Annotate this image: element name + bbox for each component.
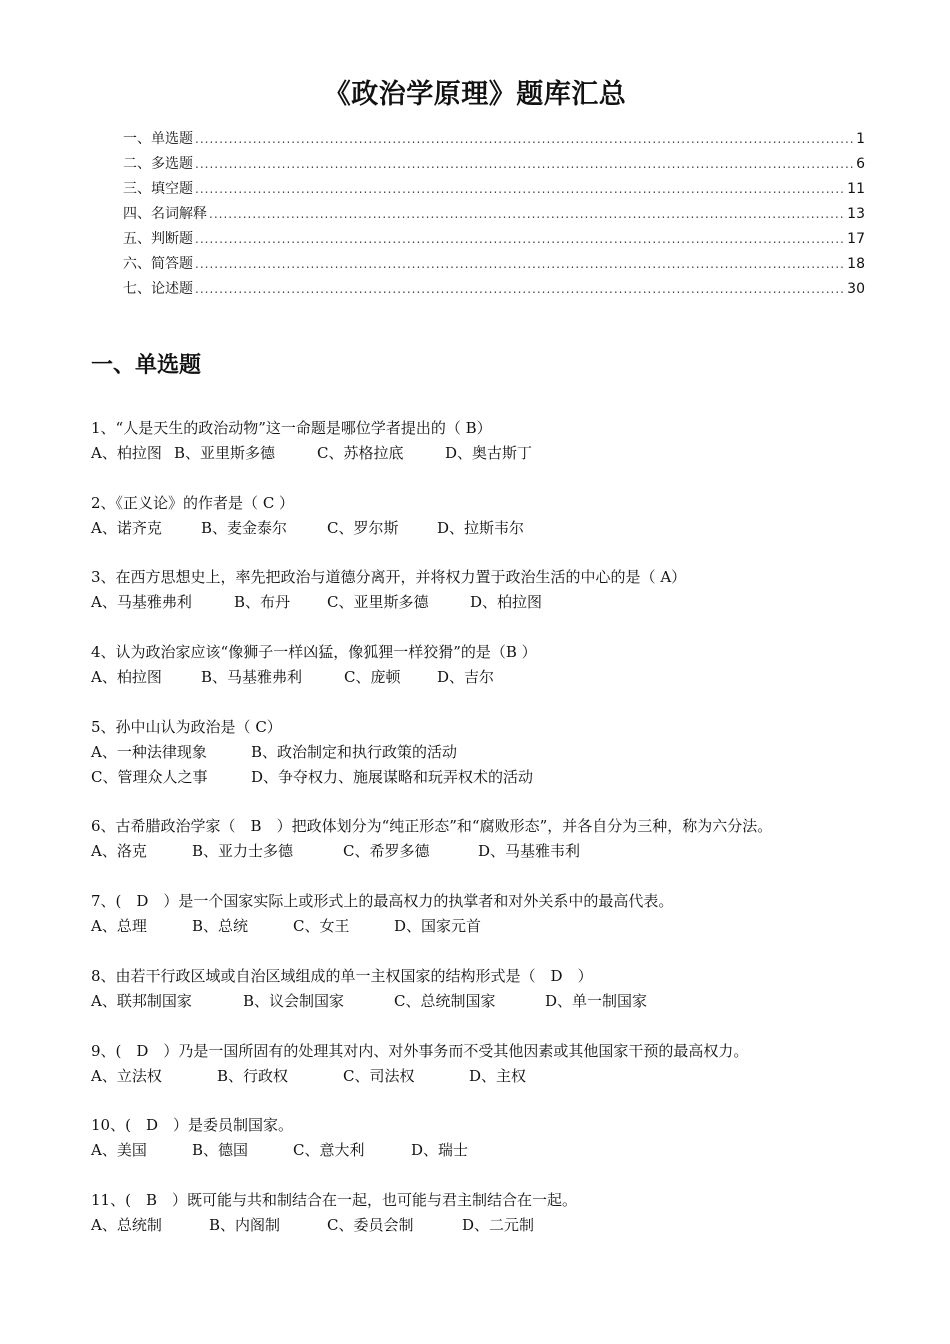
toc-entry-label: 六、简答题 (123, 256, 193, 272)
question-options (91, 989, 881, 1014)
option-c: C、委员会制 (327, 1215, 414, 1234)
option-d: D、拉斯韦尔 (437, 518, 525, 537)
question-options (91, 590, 881, 615)
option-b: B、布丹 (234, 593, 291, 612)
question-options (91, 914, 881, 939)
option-a: A、联邦制国家 (91, 991, 192, 1010)
question-text: 11、( B ）既可能与共和制结合在一起，也可能与君主制结合在一起。 (91, 1190, 577, 1209)
question-text: 7、( D ）是一个国家实际上或形式上的最高权力的执掌者和对外关系中的最高代表。 (91, 892, 674, 911)
option-b: B、德国 (192, 1141, 249, 1160)
option-d: D、单一制国家 (545, 991, 648, 1010)
toc-entry-page: 1 (856, 131, 865, 147)
option-c: C、希罗多德 (343, 842, 430, 861)
option-b: B、议会制国家 (243, 991, 345, 1010)
toc-entry-label: 四、名词解释 (123, 206, 207, 222)
question-options (91, 665, 881, 690)
toc-entry-page: 6 (856, 156, 865, 172)
option-c: C、亚里斯多德 (327, 593, 429, 612)
option-d: D、瑞士 (411, 1141, 469, 1160)
toc-entry[interactable] (123, 253, 865, 278)
toc-leader-dots (209, 207, 845, 221)
toc-entry-page: 17 (847, 231, 865, 247)
option-b: B、政治制定和执行政策的活动 (251, 742, 458, 761)
question-options (91, 1213, 881, 1238)
question-options (91, 441, 881, 466)
question-text: 3、在西方思想史上，率先把政治与道德分离开，并将权力置于政治生活的中心的是（ A） (91, 568, 687, 587)
option-b: B、亚力士多德 (192, 842, 294, 861)
question-item (91, 491, 881, 566)
toc-entry-label: 一、单选题 (123, 131, 193, 147)
question-text: 2、《正义论》的作者是（ C ） (91, 493, 295, 512)
toc-leader-dots (195, 257, 845, 271)
section-heading: 一、单选题 (91, 353, 202, 378)
question-options (91, 1138, 881, 1163)
question-text: 4、认为政治家应该“像狮子一样凶猛，像狐狸一样狡猾”的是（B ） (91, 643, 537, 662)
option-c: C、苏格拉底 (317, 444, 404, 462)
question-options (91, 1064, 881, 1089)
option-b: B、亚里斯多德 (174, 444, 276, 462)
document-title: 《政治学原理》题库汇总 (323, 79, 627, 110)
toc-entry-page: 11 (847, 181, 865, 197)
option-d: D、柏拉图 (470, 593, 543, 612)
option-d: D、二元制 (462, 1215, 535, 1234)
table-of-contents (123, 128, 865, 303)
toc-entry-page: 30 (847, 281, 865, 297)
option-d: D、主权 (469, 1066, 527, 1085)
option-b: B、内阁制 (209, 1215, 281, 1234)
option-c: C、女王 (293, 917, 350, 936)
question-item (91, 565, 881, 640)
option-d: D、奥古斯丁 (445, 444, 533, 462)
toc-leader-dots (195, 132, 854, 146)
toc-entry-label: 七、论述题 (123, 281, 193, 297)
option-b: B、马基雅弗利 (201, 668, 303, 687)
option-c: C、罗尔斯 (327, 518, 399, 537)
question-text: 8、由若干行政区域或自治区域组成的单一主权国家的结构形式是（ D ） (91, 966, 593, 985)
question-text: 10、( D ）是委员制国家。 (91, 1116, 293, 1135)
toc-leader-dots (195, 182, 845, 196)
toc-entry[interactable] (123, 278, 865, 303)
option-c: C、司法权 (343, 1066, 415, 1085)
question-item (91, 1039, 881, 1114)
toc-leader-dots (195, 232, 845, 246)
option-a: A、总统制 (91, 1215, 162, 1234)
toc-entry[interactable] (123, 228, 865, 253)
option-b: B、麦金泰尔 (201, 518, 288, 537)
toc-entry-label: 三、填空题 (123, 181, 193, 197)
question-list (91, 416, 881, 1263)
option-c: C、总统制国家 (394, 991, 496, 1010)
toc-entry[interactable] (123, 153, 865, 178)
question-item (91, 416, 881, 491)
option-a: A、洛克 (91, 842, 147, 861)
question-item (91, 1113, 881, 1188)
option-a: A、立法权 (91, 1066, 162, 1085)
question-options (91, 765, 881, 790)
option-c: C、管理众人之事 (91, 767, 208, 786)
option-d: D、马基雅韦利 (478, 842, 581, 861)
toc-entry[interactable] (123, 128, 865, 153)
question-options (91, 740, 881, 765)
question-item (91, 889, 881, 964)
toc-entry-label: 二、多选题 (123, 156, 193, 172)
question-item (91, 640, 881, 715)
toc-entry[interactable] (123, 203, 865, 228)
option-d: D、争夺权力、施展谋略和玩弄权术的活动 (251, 767, 534, 786)
option-a: A、柏拉图 (91, 444, 162, 462)
option-c: C、意大利 (293, 1141, 365, 1160)
question-item (91, 715, 881, 815)
toc-entry-page: 13 (847, 206, 865, 222)
option-b: B、总统 (192, 917, 249, 936)
question-options (91, 839, 881, 864)
question-options (91, 516, 881, 541)
option-a: A、诺齐克 (91, 518, 162, 537)
option-a: A、柏拉图 (91, 668, 162, 687)
question-text: 5、孙中山认为政治是（ C） (91, 717, 282, 736)
toc-leader-dots (195, 157, 854, 171)
option-a: A、美国 (91, 1141, 147, 1160)
option-c: C、庞顿 (344, 668, 401, 687)
question-item (91, 964, 881, 1039)
question-text: 6、古希腊政治学家（ B ）把政体划分为“纯正形态”和“腐败形态”，并各自分为三种，称为六分法。 (91, 817, 773, 836)
toc-leader-dots (195, 282, 845, 296)
toc-entry[interactable] (123, 178, 865, 203)
option-a: A、总理 (91, 917, 147, 936)
toc-entry-page: 18 (847, 256, 865, 272)
option-d: D、国家元首 (394, 917, 482, 936)
question-text: 1、“人是天生的政治动物”这一命题是哪位学者提出的（ B） (91, 419, 492, 437)
question-text: 9、( D ）乃是一国所固有的处理其对内、对外事务而不受其他因素或其他国家干预的最高权力。 (91, 1041, 749, 1060)
question-item (91, 814, 881, 889)
question-item (91, 1188, 881, 1263)
option-a: A、马基雅弗利 (91, 593, 192, 612)
option-d: D、吉尔 (437, 668, 495, 687)
option-b: B、行政权 (217, 1066, 289, 1085)
toc-entry-label: 五、判断题 (123, 231, 193, 247)
option-a: A、一种法律现象 (91, 742, 207, 761)
